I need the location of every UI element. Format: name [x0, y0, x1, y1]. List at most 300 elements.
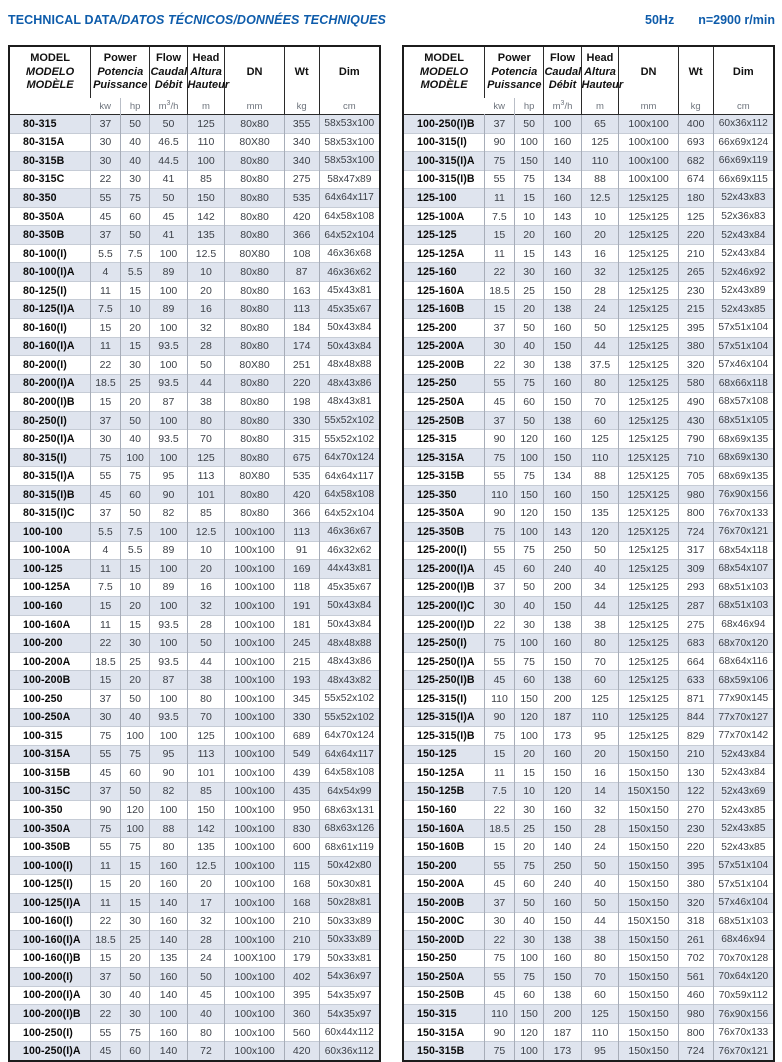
power-hp-cell: 40: [514, 912, 544, 931]
head-cell: 150: [187, 189, 225, 208]
model-cell: 100-250: [9, 689, 91, 708]
dim-cell: 50x43x84: [319, 337, 380, 356]
table-row: [9, 523, 380, 542]
model-cell: 80-100(I): [9, 244, 91, 263]
head-cell: 32: [187, 319, 225, 338]
flow-cell: 240: [544, 560, 581, 579]
flow-cell: 150: [544, 968, 581, 987]
power-hp-cell: 20: [120, 319, 150, 338]
dn-cell: 100x100: [225, 782, 284, 801]
power-hp-cell: 100: [514, 448, 544, 467]
flow-cell: 150: [544, 819, 581, 838]
head-cell: 70: [581, 652, 619, 671]
dn-cell: 125x125: [619, 374, 678, 393]
power-hp-cell: 60: [120, 485, 150, 504]
dim-cell: 50x28x81: [319, 893, 380, 912]
dn-cell: 100x100: [619, 115, 678, 134]
model-cell: 100-315(I)B: [403, 170, 485, 189]
flow-cell: 46.5: [150, 133, 187, 152]
dim-cell: 68x69x135: [713, 430, 774, 449]
power-kw-cell: 75: [91, 448, 121, 467]
dn-cell: 100x100: [225, 1042, 284, 1061]
table-row: [9, 949, 380, 968]
dim-cell: 57x51x104: [713, 875, 774, 894]
col-header-dim: Dim: [319, 46, 380, 98]
head-cell: 135: [187, 226, 225, 245]
table-row: [403, 634, 774, 653]
model-cell: 100-200(I): [9, 968, 91, 987]
dim-cell: 52x43x85: [713, 838, 774, 857]
table-row: [9, 875, 380, 894]
table-row: [403, 819, 774, 838]
model-cell: 125-250(I): [403, 634, 485, 653]
table-row: [403, 411, 774, 430]
flow-cell: 140: [150, 931, 187, 950]
flow-cell: 160: [544, 319, 581, 338]
head-cell: 20: [187, 560, 225, 579]
power-kw-cell: 75: [91, 727, 121, 746]
dn-cell: 150x150: [619, 949, 678, 968]
power-kw-cell: 37: [91, 782, 121, 801]
dim-cell: 57x46x104: [713, 893, 774, 912]
head-cell: 12.5: [187, 856, 225, 875]
power-kw-cell: 30: [91, 152, 121, 171]
power-hp-cell: 60: [514, 560, 544, 579]
flow-cell: 50: [150, 189, 187, 208]
table-row: [9, 968, 380, 987]
table-row: [9, 708, 380, 727]
model-cell: 80-200(I): [9, 356, 91, 375]
power-hp-cell: 60: [120, 764, 150, 783]
wt-cell: 87: [284, 263, 319, 282]
dn-cell: 100x100: [225, 689, 284, 708]
power-kw-cell: 110: [485, 689, 515, 708]
head-cell: 85: [187, 782, 225, 801]
table-row: [403, 652, 774, 671]
power-hp-cell: 50: [120, 411, 150, 430]
wt-cell: 275: [284, 170, 319, 189]
dn-cell: 80X80: [225, 467, 284, 486]
head-cell: 24: [581, 300, 619, 319]
model-cell: 150-250A: [403, 968, 485, 987]
wt-cell: 420: [284, 1042, 319, 1061]
wt-cell: 395: [678, 319, 713, 338]
model-cell: 80-160(I)A: [9, 337, 91, 356]
dn-cell: 100x100: [225, 893, 284, 912]
model-cell: 125-250A: [403, 393, 485, 412]
dn-cell: 125x125: [619, 671, 678, 690]
wt-cell: 693: [678, 133, 713, 152]
model-cell: 80-315(I)A: [9, 467, 91, 486]
dn-cell: 150x150: [619, 968, 678, 987]
power-hp-cell: 40: [120, 986, 150, 1005]
wt-cell: 245: [284, 634, 319, 653]
wt-cell: 251: [284, 356, 319, 375]
dn-cell: 100x100: [225, 801, 284, 820]
unit-dn: mm: [225, 98, 284, 115]
power-hp-cell: 100: [514, 523, 544, 542]
head-cell: 50: [581, 893, 619, 912]
dn-cell: 80x80: [225, 115, 284, 134]
dn-cell: 150x150: [619, 856, 678, 875]
power-hp-cell: 75: [514, 374, 544, 393]
dim-cell: 54x36x97: [319, 968, 380, 987]
power-hp-cell: 120: [514, 708, 544, 727]
power-kw-cell: 37: [91, 689, 121, 708]
power-hp-cell: 120: [120, 801, 150, 820]
power-hp-cell: 60: [120, 1042, 150, 1061]
wt-cell: 560: [284, 1023, 319, 1042]
table-row: [403, 281, 774, 300]
table-row: [403, 523, 774, 542]
model-cell: 100-200: [9, 634, 91, 653]
power-hp-cell: 75: [514, 856, 544, 875]
dn-cell: 125X125: [619, 467, 678, 486]
power-kw-cell: 75: [485, 152, 515, 171]
dim-cell: 44x43x81: [319, 560, 380, 579]
dim-cell: 48x48x88: [319, 356, 380, 375]
table-row: [9, 1042, 380, 1061]
power-hp-cell: 7.5: [120, 523, 150, 542]
dn-cell: 100x100: [225, 708, 284, 727]
dn-cell: 100x100: [225, 523, 284, 542]
model-cell: 125-200(I)B: [403, 578, 485, 597]
wt-cell: 174: [284, 337, 319, 356]
wt-cell: 430: [678, 411, 713, 430]
wt-cell: 689: [284, 727, 319, 746]
power-hp-cell: 40: [514, 597, 544, 616]
wt-cell: 169: [284, 560, 319, 579]
head-cell: 88: [581, 170, 619, 189]
power-hp-cell: 75: [514, 541, 544, 560]
dim-cell: 57x51x104: [713, 856, 774, 875]
power-kw-cell: 45: [91, 485, 121, 504]
dim-cell: 64x70x124: [319, 727, 380, 746]
head-cell: 16: [187, 578, 225, 597]
power-kw-cell: 55: [91, 467, 121, 486]
head-cell: 110: [581, 448, 619, 467]
unit-hp: hp: [120, 98, 150, 115]
power-kw-cell: 15: [485, 838, 515, 857]
model-cell: 80-315(I)C: [9, 504, 91, 523]
flow-cell: 200: [544, 578, 581, 597]
dn-cell: 100x100: [225, 671, 284, 690]
dn-cell: 125X125: [619, 523, 678, 542]
power-hp-cell: 15: [120, 893, 150, 912]
dim-cell: 58x53x100: [319, 115, 380, 134]
flow-cell: 134: [544, 467, 581, 486]
power-kw-cell: 55: [485, 374, 515, 393]
table-row: [403, 504, 774, 523]
col-header-flow: Flow Caudal Débit: [544, 46, 581, 98]
unit-dn: mm: [619, 98, 678, 115]
dim-cell: 68x51x105: [713, 411, 774, 430]
wt-cell: 702: [678, 949, 713, 968]
head-cell: 80: [581, 634, 619, 653]
power-kw-cell: 90: [485, 708, 515, 727]
dn-cell: 80x80: [225, 207, 284, 226]
head-cell: 50: [581, 856, 619, 875]
wt-cell: 800: [678, 1023, 713, 1042]
wt-cell: 113: [284, 300, 319, 319]
head-cell: 70: [581, 393, 619, 412]
power-hp-cell: 75: [120, 189, 150, 208]
power-kw-cell: 11: [91, 337, 121, 356]
power-hp-cell: 50: [514, 578, 544, 597]
wt-cell: 220: [678, 838, 713, 857]
dn-cell: 150x150: [619, 838, 678, 857]
head-cell: 28: [581, 819, 619, 838]
model-cell: 100-350: [9, 801, 91, 820]
power-kw-cell: 15: [91, 671, 121, 690]
table-row: [403, 764, 774, 783]
dn-cell: 80x80: [225, 300, 284, 319]
power-hp-cell: 60: [514, 671, 544, 690]
power-kw-cell: 7.5: [485, 782, 515, 801]
head-cell: 135: [581, 504, 619, 523]
power-hp-cell: 60: [514, 875, 544, 894]
power-kw-cell: 45: [91, 207, 121, 226]
head-cell: 44: [581, 337, 619, 356]
power-kw-cell: 18.5: [485, 281, 515, 300]
power-kw-cell: 15: [91, 875, 121, 894]
power-kw-cell: 37: [91, 115, 121, 134]
power-kw-cell: 37: [485, 115, 515, 134]
model-cell: 125-200(I): [403, 541, 485, 560]
head-cell: 32: [581, 801, 619, 820]
model-cell: 100-125(I): [9, 875, 91, 894]
flow-cell: 100: [150, 801, 187, 820]
dn-cell: 100x100: [225, 968, 284, 987]
power-hp-cell: 60: [514, 986, 544, 1005]
dim-cell: 77x90x145: [713, 689, 774, 708]
model-cell: 80-315(I): [9, 448, 91, 467]
model-cell: 125-350A: [403, 504, 485, 523]
power-kw-cell: 45: [91, 1042, 121, 1061]
model-cell: 125-200: [403, 319, 485, 338]
model-cell: 80-250(I): [9, 411, 91, 430]
power-kw-cell: 55: [91, 1023, 121, 1042]
power-kw-cell: 55: [91, 745, 121, 764]
model-cell: 125-250(I)A: [403, 652, 485, 671]
power-kw-cell: 37: [91, 504, 121, 523]
flow-cell: 150: [544, 597, 581, 616]
dn-cell: 80x80: [225, 263, 284, 282]
unit-head: m: [187, 98, 225, 115]
dn-cell: 125x125: [619, 597, 678, 616]
power-hp-cell: 100: [120, 727, 150, 746]
wt-cell: 125: [678, 207, 713, 226]
table-row: [403, 448, 774, 467]
dim-cell: 76x70x121: [713, 523, 774, 542]
head-cell: 125: [581, 133, 619, 152]
flow-cell: 100: [150, 727, 187, 746]
data-table-left: [8, 45, 381, 1062]
flow-cell: 100: [150, 634, 187, 653]
flow-cell: 138: [544, 300, 581, 319]
head-cell: 38: [187, 393, 225, 412]
flow-cell: 100: [544, 115, 581, 134]
head-cell: 135: [187, 838, 225, 857]
flow-cell: 160: [544, 374, 581, 393]
dn-cell: 80x80: [225, 430, 284, 449]
dim-cell: 58x53x100: [319, 152, 380, 171]
model-cell: 150-160B: [403, 838, 485, 857]
head-cell: 40: [581, 560, 619, 579]
table-row: [403, 244, 774, 263]
wt-cell: 420: [284, 207, 319, 226]
model-cell: 80-315A: [9, 133, 91, 152]
power-hp-cell: 75: [514, 652, 544, 671]
power-kw-cell: 75: [485, 1042, 515, 1061]
head-cell: 70: [187, 708, 225, 727]
dim-cell: 54x35x97: [319, 1005, 380, 1024]
power-hp-cell: 10: [120, 300, 150, 319]
head-cell: 50: [581, 319, 619, 338]
dim-cell: 66x69x124: [713, 133, 774, 152]
dn-cell: 125x125: [619, 541, 678, 560]
table-row: [403, 152, 774, 171]
dim-cell: 60x36x112: [319, 1042, 380, 1061]
table-row: [9, 263, 380, 282]
dn-cell: 80x80: [225, 152, 284, 171]
power-kw-cell: 37: [91, 226, 121, 245]
model-cell: 100-160(I): [9, 912, 91, 931]
head-cell: 113: [187, 745, 225, 764]
table-row: [9, 411, 380, 430]
wt-cell: 320: [678, 356, 713, 375]
model-cell: 125-250B: [403, 411, 485, 430]
flow-cell: 150: [544, 764, 581, 783]
model-cell: 150-200B: [403, 893, 485, 912]
dn-cell: 100x100: [225, 1005, 284, 1024]
power-kw-cell: 22: [485, 263, 515, 282]
table-row: [403, 560, 774, 579]
model-cell: 100-350B: [9, 838, 91, 857]
table-row: [9, 764, 380, 783]
power-hp-cell: 20: [514, 226, 544, 245]
model-cell: 150-125: [403, 745, 485, 764]
table-row: [403, 374, 774, 393]
head-cell: 16: [581, 764, 619, 783]
dim-cell: 52x43x84: [713, 764, 774, 783]
dn-cell: 150X150: [619, 912, 678, 931]
flow-cell: 41: [150, 170, 187, 189]
dn-cell: 80x80: [225, 411, 284, 430]
flow-cell: 100: [150, 597, 187, 616]
head-cell: 70: [187, 430, 225, 449]
dn-cell: 125x125: [619, 300, 678, 319]
power-kw-cell: 45: [485, 875, 515, 894]
power-kw-cell: 110: [485, 1005, 515, 1024]
table-row: [9, 838, 380, 857]
dim-cell: 52x43x84: [713, 226, 774, 245]
power-hp-cell: 30: [514, 356, 544, 375]
flow-cell: 93.5: [150, 708, 187, 727]
table-row: [403, 745, 774, 764]
power-hp-cell: 75: [514, 170, 544, 189]
table-row: [9, 893, 380, 912]
model-cell: 150-250B: [403, 986, 485, 1005]
power-hp-cell: 30: [514, 263, 544, 282]
power-hp-cell: 75: [120, 745, 150, 764]
dn-cell: 100x100: [619, 133, 678, 152]
power-kw-cell: 90: [485, 133, 515, 152]
dn-cell: 80x80: [225, 281, 284, 300]
wt-cell: 535: [284, 189, 319, 208]
dn-cell: 80x80: [225, 374, 284, 393]
model-cell: 150-200A: [403, 875, 485, 894]
wt-cell: 210: [284, 931, 319, 950]
flow-cell: 160: [544, 485, 581, 504]
model-cell: 100-125A: [9, 578, 91, 597]
dim-cell: 68x46x94: [713, 931, 774, 950]
head-cell: 38: [581, 931, 619, 950]
power-kw-cell: 15: [485, 300, 515, 319]
power-hp-cell: 75: [120, 467, 150, 486]
unit-dim: cm: [319, 98, 380, 115]
wt-cell: 355: [284, 115, 319, 134]
dim-cell: 77x70x127: [713, 708, 774, 727]
power-kw-cell: 11: [485, 244, 515, 263]
power-hp-cell: 50: [514, 115, 544, 134]
dim-cell: 50x33x81: [319, 949, 380, 968]
dn-cell: 125x125: [619, 356, 678, 375]
model-cell: 125-250(I)B: [403, 671, 485, 690]
head-cell: 17: [187, 893, 225, 912]
model-cell: 100-315(I): [403, 133, 485, 152]
power-hp-cell: 120: [514, 1023, 544, 1042]
flow-cell: 90: [150, 764, 187, 783]
head-cell: 95: [581, 727, 619, 746]
dn-cell: 100x100: [619, 170, 678, 189]
dn-cell: 125X125: [619, 485, 678, 504]
flow-cell: 140: [150, 893, 187, 912]
head-cell: 20: [581, 226, 619, 245]
col-header-dn: DN: [619, 46, 678, 98]
head-cell: 88: [581, 467, 619, 486]
unit-flow: $m^3/h$: [544, 98, 581, 115]
dn-cell: 125X125: [619, 504, 678, 523]
flow-cell: 138: [544, 671, 581, 690]
dim-cell: 64x58x108: [319, 764, 380, 783]
flow-cell: 89: [150, 578, 187, 597]
table-row: [9, 337, 380, 356]
model-cell: 125-160A: [403, 281, 485, 300]
dim-cell: 76x70x133: [713, 1023, 774, 1042]
table-row: [403, 801, 774, 820]
table-row: [403, 912, 774, 931]
power-hp-cell: 20: [120, 671, 150, 690]
power-kw-cell: 90: [485, 1023, 515, 1042]
table-row: [9, 1005, 380, 1024]
head-cell: 50: [187, 634, 225, 653]
flow-cell: 173: [544, 1042, 581, 1061]
head-cell: 50: [581, 541, 619, 560]
dim-cell: 55x52x102: [319, 430, 380, 449]
power-hp-cell: 150: [514, 485, 544, 504]
speed-label: n=2900 r/min: [698, 13, 775, 27]
flow-cell: 95: [150, 467, 187, 486]
power-hp-cell: 120: [514, 430, 544, 449]
dim-cell: 64x64x117: [319, 189, 380, 208]
dn-cell: 80X80: [225, 244, 284, 263]
head-cell: 110: [187, 133, 225, 152]
power-kw-cell: 18.5: [485, 819, 515, 838]
dn-cell: 125x125: [619, 652, 678, 671]
power-kw-cell: 55: [485, 856, 515, 875]
power-hp-cell: 75: [514, 467, 544, 486]
